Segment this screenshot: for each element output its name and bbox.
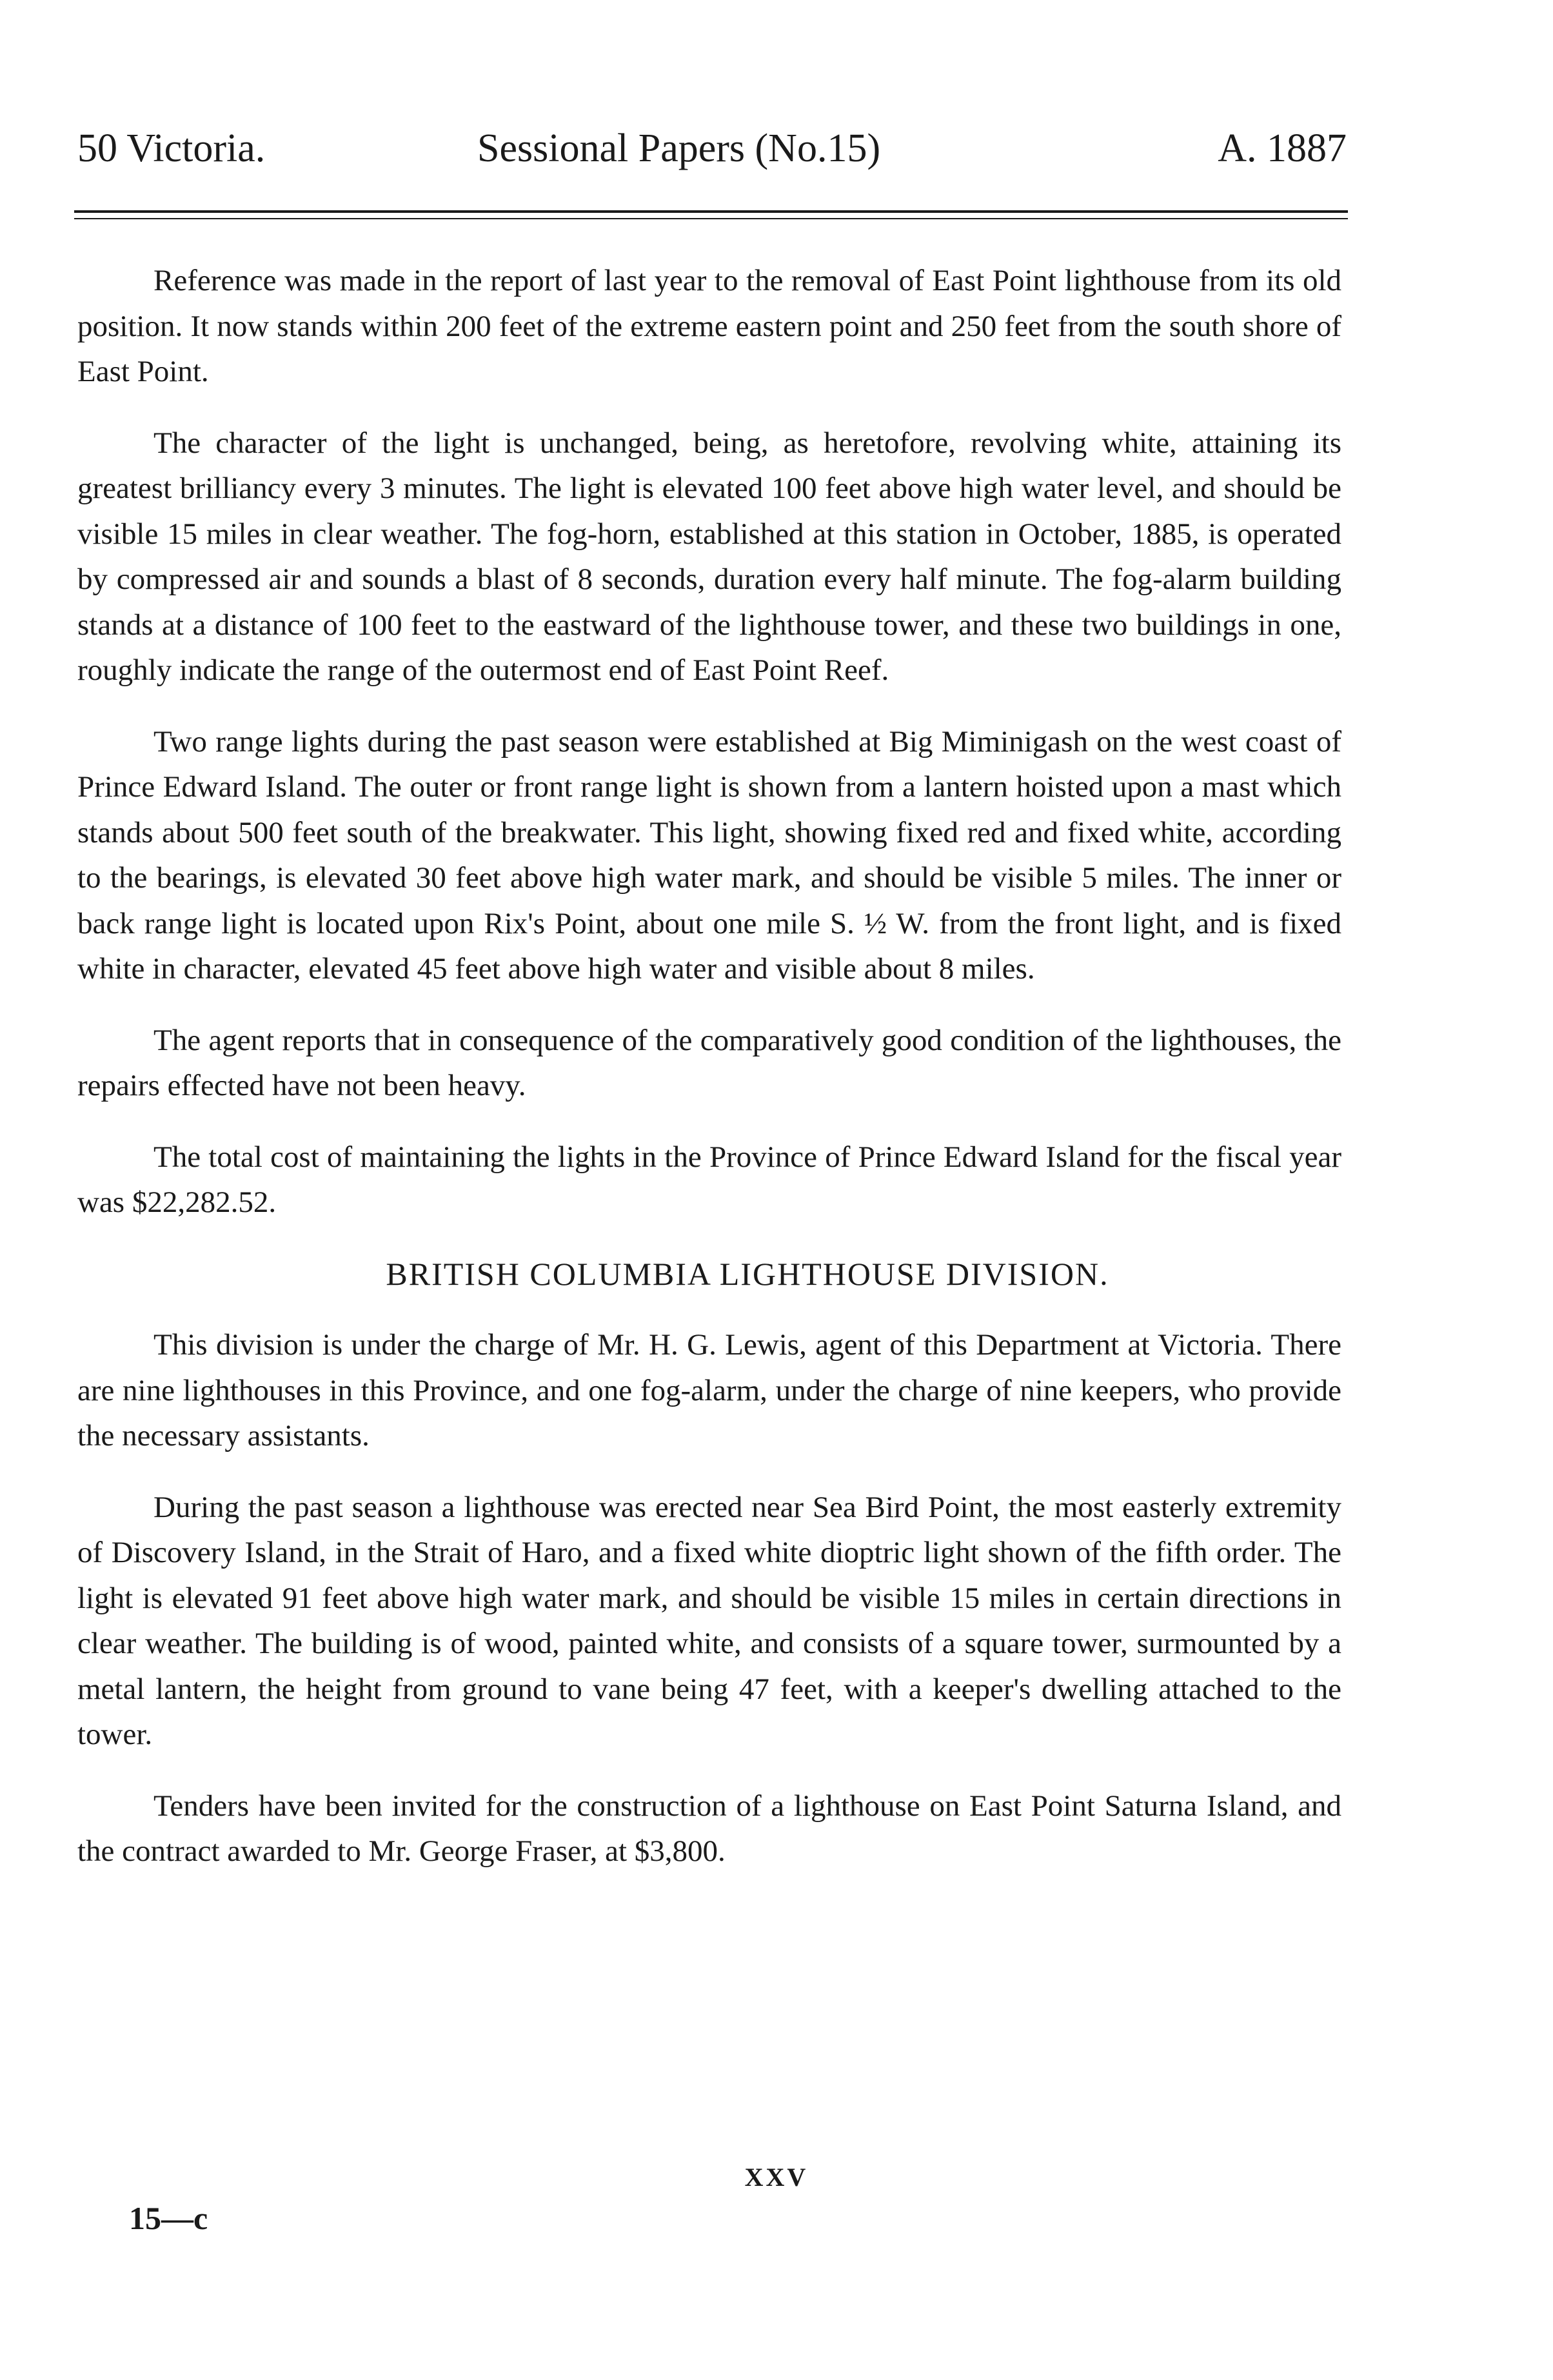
running-header bbox=[77, 123, 1347, 174]
paragraph: This division is under the charge of Mr. H. G. Lewis, agent of this Department at Victoria. There are nine lighthouses in this Province, and one fog-alarm, under the charge of nine keepers, who provide the necessary assistants. bbox=[77, 1328, 1341, 1453]
header-rule bbox=[74, 210, 1348, 213]
paragraph: The agent reports that in consequence of the comparatively good condition of the lighthouses, the repairs effected have not been heavy. bbox=[77, 1023, 1341, 1102]
body-text bbox=[77, 258, 1341, 1900]
paragraph: The character of the light is unchanged, being, as heretofore, revolving white, attaining its greatest brilliancy every 3 minutes. The light is elevated 100 feet above high water level, and should be visible 15 miles in clear weather. The fog-horn, established at this station in October, 1885, is operated by compressed air and sounds a blast of 8 seconds, duration every half minute. The fog-alarm building stands at a distance of 100 feet to the eastward of the lighthouse tower, and these two buildings in one, roughly indicate the range of the outermost end of East Point Reef. bbox=[77, 426, 1341, 687]
paragraph: The total cost of maintaining the lights in the Province of Prince Edward Island for the fiscal year was $22,282.52. bbox=[77, 1140, 1341, 1219]
paragraph: Two range lights during the past season were established at Big Miminigash on the west coast of Prince Edward Island. The outer or front range light is shown from a lantern hoisted upon a mast which stands about 500 feet south of the breakwater. This light, showing fixed red and fixed white, according to the bearings, is elevated 30 feet above high water mark, and should be visible 5 miles. The inner or back range light is located upon Rix's Point, about one mile S. ½ W. from the front light, and is fixed white in character, elevated 45 feet above high water and visible about 8 miles. bbox=[77, 724, 1341, 986]
header-rule-thin bbox=[74, 218, 1348, 219]
section-heading: BRITISH COLUMBIA LIGHTHOUSE DIVISION. bbox=[386, 1255, 1109, 1292]
paragraph: During the past season a lighthouse was erected near Sea Bird Point, the most easterly extremity of Discovery Island, in the Strait of Haro, and a fixed white dioptric light shown of the fifth order. The light is elevated 91 feet above high water mark, and should be visible 15 miles in certain directions in clear weather. The building is of wood, painted white, and consists of a square tower, surmounted by a metal lantern, the height from ground to vane being 47 feet, with a keeper's dwelling attached to the tower. bbox=[77, 1490, 1341, 1751]
header-year: A. 1887 bbox=[1218, 126, 1347, 170]
paragraph: Tenders have been invited for the construction of a lighthouse on East Point Saturna Island, and the contract awarded to Mr. George Fraser, at $3,800. bbox=[77, 1789, 1341, 1868]
header-title: Sessional Papers (No.15) bbox=[477, 126, 881, 170]
header-session: 50 Victoria. bbox=[77, 126, 266, 170]
paragraph: Reference was made in the report of last year to the removal of East Point lighthouse from its old position. It now stands within 200 feet of the extreme eastern point and 250 feet from the south shore of East Point. bbox=[77, 264, 1341, 388]
page-number: XXV bbox=[744, 2163, 809, 2192]
signature-mark: 15—c bbox=[129, 2200, 208, 2236]
